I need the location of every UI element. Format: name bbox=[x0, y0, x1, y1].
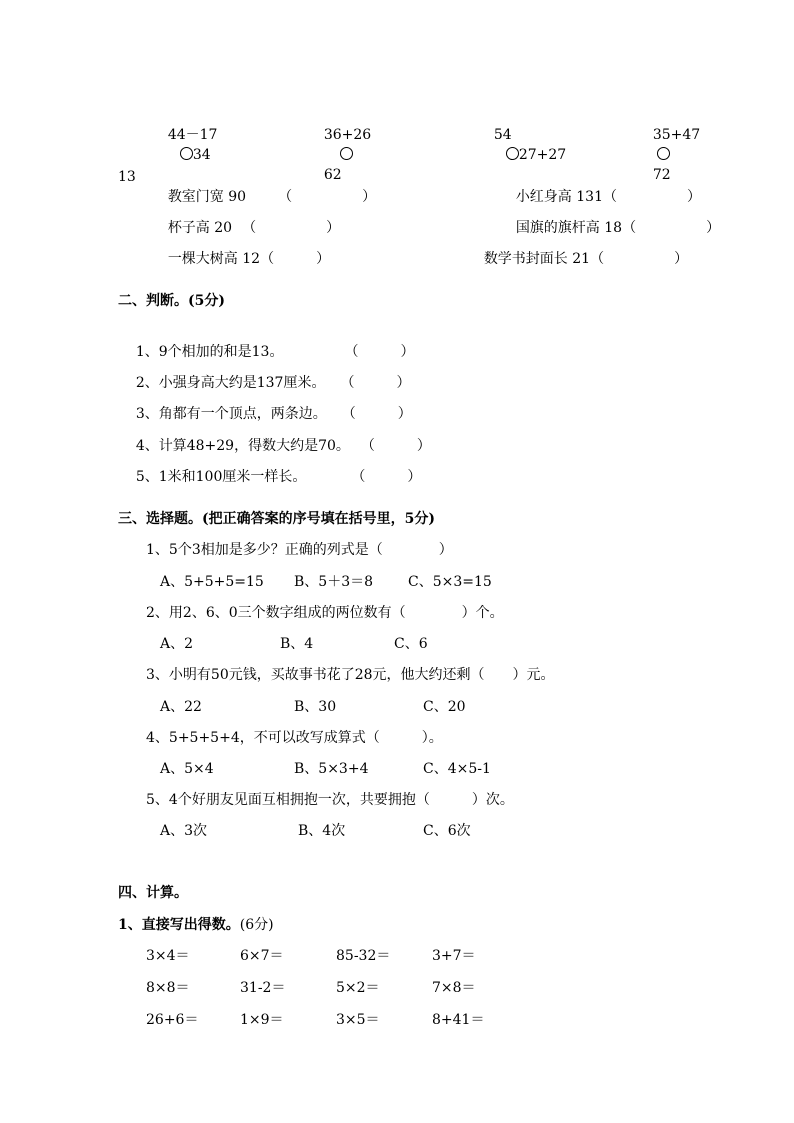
choice-option[interactable]: C、6次 bbox=[423, 823, 471, 839]
unit-item: 国旗的旗杆高 18（ ） bbox=[515, 220, 721, 236]
calc-item[interactable]: 7×8＝ bbox=[432, 980, 476, 996]
choice-question: 5、4个好朋友见面互相拥抱一次，共要拥抱（ ）次。 bbox=[146, 792, 514, 808]
calc-item[interactable]: 5×2＝ bbox=[336, 980, 380, 996]
unit-item: 数学书封面长 21（ ） bbox=[483, 251, 689, 267]
choice-option[interactable]: B、30 bbox=[294, 699, 337, 715]
calc-item[interactable]: 85-32＝ bbox=[336, 948, 391, 964]
calc-item[interactable]: 3+7＝ bbox=[432, 948, 476, 964]
answer-blank[interactable]: （ ） bbox=[367, 438, 431, 454]
choice-option[interactable]: B、4 bbox=[280, 636, 314, 652]
section-title: 四、计算。 bbox=[118, 885, 188, 901]
calc-item[interactable]: 31-2＝ bbox=[240, 980, 286, 996]
blank-circle[interactable] bbox=[657, 147, 670, 160]
choice-question: 1、5个3相加是多少？正确的列式是（ ） bbox=[146, 542, 453, 558]
answer-blank[interactable]: （ ） bbox=[278, 189, 377, 205]
calc-item[interactable]: 3×4＝ bbox=[146, 948, 190, 964]
blank-circle[interactable] bbox=[180, 147, 193, 160]
choice-question: 3、小明有50元钱，买故事书花了28元，他大约还剩（ ）元。 bbox=[146, 667, 555, 683]
unit-item: 小红身高 131（ ） bbox=[515, 189, 701, 205]
choice-option[interactable]: A、22 bbox=[160, 699, 202, 715]
answer-blank[interactable]: （ ） bbox=[242, 220, 341, 236]
compare-left: 35+47 bbox=[652, 127, 701, 143]
choice-option[interactable]: B、5×3+4 bbox=[294, 761, 369, 777]
unit-item: 一棵大树高 12（ ） bbox=[167, 251, 331, 267]
choice-option[interactable]: B、5＋3＝8 bbox=[294, 574, 374, 590]
answer-blank[interactable]: （ ） bbox=[351, 344, 415, 360]
answer-blank[interactable]: （ ） bbox=[260, 251, 331, 267]
choice-option[interactable]: A、3次 bbox=[160, 823, 208, 839]
choice-option[interactable]: C、5×3=15 bbox=[408, 574, 492, 590]
answer-blank[interactable]: （ ） bbox=[622, 220, 721, 236]
section-title: 三、选择题。(把正确答案的序号填在括号里，5分) bbox=[118, 511, 435, 527]
compare-right: 34 bbox=[192, 147, 211, 163]
unit-item: 教室门宽 90 （ ） bbox=[167, 189, 377, 205]
compare-left: 36+26 bbox=[323, 127, 372, 143]
answer-blank[interactable]: （ ） bbox=[590, 251, 689, 267]
judge-item: 5、1米和100厘米一样长。 （ ） bbox=[135, 469, 422, 485]
answer-blank[interactable]: （ ） bbox=[347, 375, 411, 391]
calc-item[interactable]: 1×9＝ bbox=[240, 1012, 284, 1028]
choice-option[interactable]: C、20 bbox=[423, 699, 466, 715]
blank-circle[interactable] bbox=[340, 147, 353, 160]
judge-item: 3、角都有一个顶点，两条边。 （ ） bbox=[135, 406, 412, 422]
judge-item: 1、9个相加的和是13。 （ ） bbox=[135, 344, 415, 360]
calc-item[interactable]: 3×5＝ bbox=[336, 1012, 380, 1028]
calc-item[interactable]: 8+41＝ bbox=[432, 1012, 485, 1028]
choice-option[interactable]: C、4×5-1 bbox=[423, 761, 491, 777]
calc-item[interactable]: 8×8＝ bbox=[146, 980, 190, 996]
section-title: 二、判断。(5分) bbox=[118, 293, 225, 309]
choice-option[interactable]: A、5×4 bbox=[160, 761, 214, 777]
judge-item: 4、计算48+29，得数大约是70。 （ ） bbox=[135, 438, 431, 454]
choice-question: 2、用2、6、0三个数字组成的两位数有（ ）个。 bbox=[146, 605, 504, 621]
compare-right: 27+27 bbox=[518, 147, 567, 163]
choice-option[interactable]: A、2 bbox=[160, 636, 194, 652]
calc-item[interactable]: 26+6＝ bbox=[146, 1012, 199, 1028]
choice-option[interactable]: B、4次 bbox=[298, 823, 346, 839]
answer-blank[interactable]: （ ） bbox=[602, 189, 701, 205]
choice-question: 4、5+5+5+4，不可以改写成算式（ ）。 bbox=[146, 730, 443, 746]
compare-right: 72 bbox=[652, 167, 671, 183]
blank-circle[interactable] bbox=[506, 147, 519, 160]
sub-title: 1、直接写出得数。(6分) bbox=[118, 917, 274, 933]
compare-right: 62 bbox=[323, 167, 342, 183]
choice-option[interactable]: C、6 bbox=[394, 636, 428, 652]
choice-option[interactable]: A、5+5+5=15 bbox=[160, 574, 264, 590]
calc-item[interactable]: 6×7＝ bbox=[240, 948, 284, 964]
answer-blank[interactable]: （ ） bbox=[348, 406, 412, 422]
unit-item: 杯子高 20 （ ） bbox=[167, 220, 341, 236]
judge-item: 2、小强身高大约是137厘米。 （ ） bbox=[135, 375, 411, 391]
compare-left: 54 bbox=[493, 127, 512, 143]
compare-left: 44－17 bbox=[167, 127, 218, 143]
answer-blank[interactable]: （ ） bbox=[358, 469, 422, 485]
question-number: 13 bbox=[118, 169, 136, 185]
